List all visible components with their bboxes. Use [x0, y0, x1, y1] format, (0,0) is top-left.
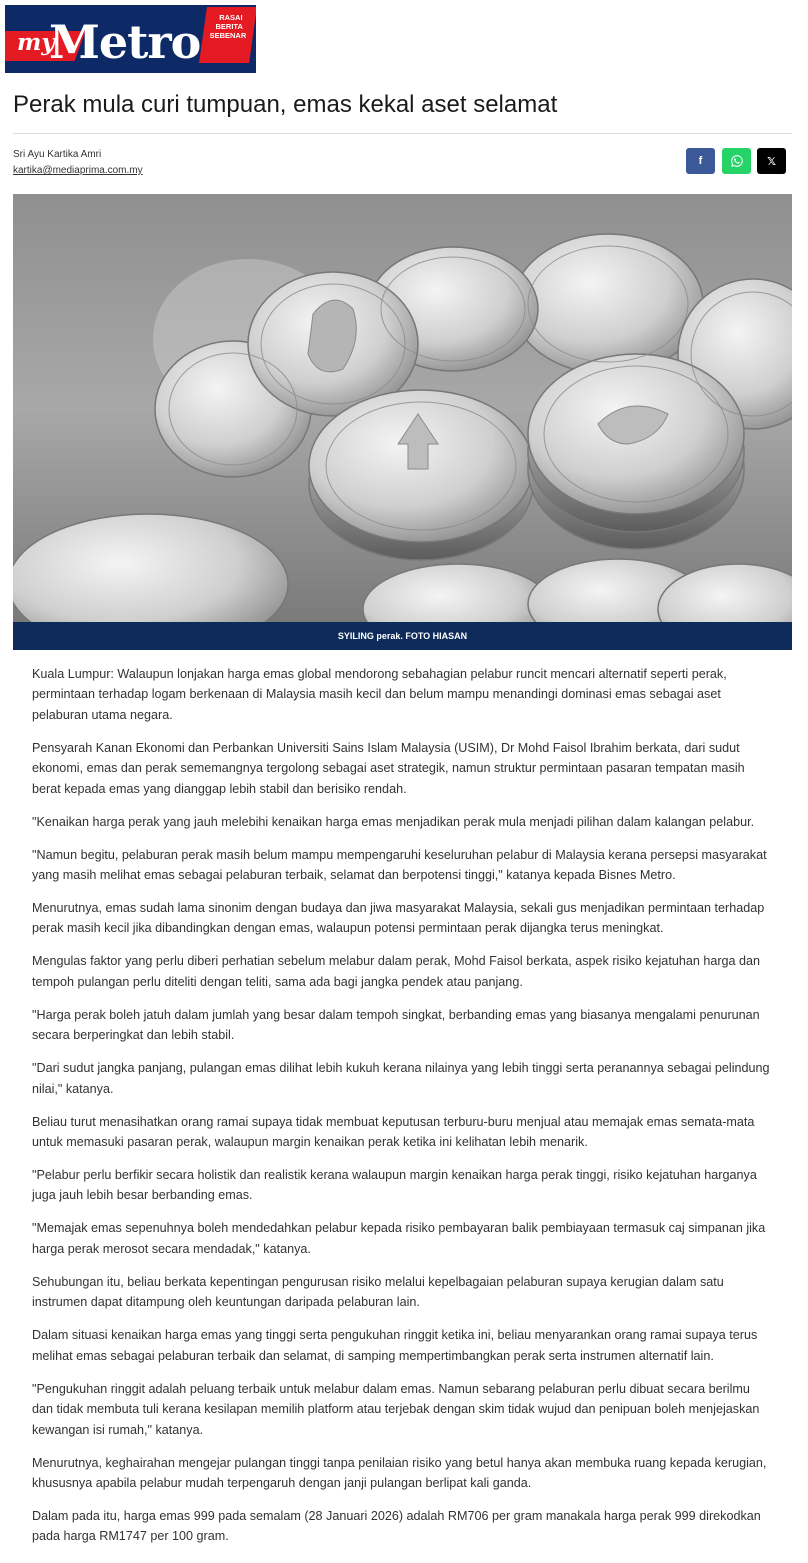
- logo-metro: Metro: [49, 15, 201, 69]
- article-paragraph: Mengulas faktor yang perlu diberi perhatian sebelum melabur dalam perak, Mohd Faisol berkata, aspek risiko kejatuhan harga dan tempoh pulangan perlu diteliti dengan teliti, sama ada bagi jangka pendek atau panjang.: [32, 954, 761, 989]
- author-name: Sri Ayu Kartika Amri: [13, 149, 102, 160]
- article-title: Perak mula curi tumpuan, emas kekal aset selamat: [13, 91, 558, 118]
- article-paragraph: "Kenaikan harga perak yang jauh melebihi kenaikan harga emas menjadikan perak mula menjadi pilihan dalam kalangan pelabur.: [32, 814, 755, 829]
- article-paragraph: Menurutnya, keghairahan mengejar pulangan tinggi tanpa penilaian risiko yang betul hanya akan membuka ruang kepada kerugian, khususnya apabila pelabur mudah terpengaruh dengan janji pulangan berlipat kali ganda.: [32, 1455, 767, 1490]
- whatsapp-icon: [730, 154, 744, 168]
- article-paragraph: "Pelabur perlu berfikir secara holistik dan realistik kerana walaupun margin kenaikan harga perak tinggi, risiko kejatuhan harganya juga jauh lebih besar berbanding emas.: [32, 1168, 757, 1203]
- article-paragraph: "Harga perak boleh jatuh dalam jumlah yang besar dalam tempoh singkat, berbanding emas yang biasanya mengalami penurunan secara berperingkat dan lebih stabil.: [32, 1007, 760, 1043]
- photo-caption: SYILING perak. FOTO HIASAN: [13, 622, 792, 650]
- article-paragraph: Dalam situasi kenaikan harga emas yang tinggi serta pengukuhan ringgit ketika ini, beliau menyarankan orang ramai supaya terus melihat emas sebagai pelaburan terbaik dan selamat, di samping mempertimbangkan perak serta instrumen alternatif lain.: [32, 1328, 758, 1363]
- article-paragraph: "Dari sudut jangka panjang, pulangan emas dilihat lebih kukuh kerana nilainya yang lebih tinggi serta peranannya sebagai pelindung nilai," katanya.: [32, 1061, 770, 1096]
- article-paragraph: Beliau turut menasihatkan orang ramai supaya tidak membuat keputusan terburu-buru menjual atau memajak emas semata-mata untuk memasuki pasaran perak, walaupun margin kenaikan perak ketika ini kelihatan lebih menarik.: [32, 1114, 755, 1150]
- article-photo: [13, 194, 792, 622]
- title-divider: [13, 133, 792, 134]
- article-paragraph: Kuala Lumpur: Walaupun lonjakan harga emas global mendorong sebahagian pelabur runcit mencari alternatif seperti perak, permintaan terhadap logam berkenaan di Malaysia masih kecil dan belum mampu menandingi dominasi emas sebagai aset pelaburan utama negara.: [32, 667, 727, 722]
- facebook-share-button[interactable]: [686, 148, 715, 174]
- x-share-button[interactable]: [757, 148, 786, 174]
- article-paragraph: Sehubungan itu, beliau berkata kepentingan pengurusan risiko melalui kepelbagaian pelaburan supaya kerugian dalam satu instrumen dapat ditampung oleh keuntungan daripada pelaburan lain.: [32, 1274, 724, 1310]
- x-icon: 𝕏: [767, 155, 776, 168]
- logo-tagline: [199, 7, 256, 63]
- logo-tagline-1: RASAI: [219, 13, 243, 22]
- article-paragraph: Dalam pada itu, harga emas 999 pada semalam (28 Januari 2026) adalah RM706 per gram manakala harga perak 999 direkodkan pada harga RM1747 per 100 gram.: [32, 1508, 761, 1544]
- article-paragraph: Pensyarah Kanan Ekonomi dan Perbankan Universiti Sains Islam Malaysia (USIM), Dr Mohd Faisol Ibrahim berkata, dari sudut ekonomi, emas dan perak sememangnya tergolong sebagai aset strategik, namun struktur permintaan pasaran tempatan masih berat kepada emas yang dianggap lebih stabil dan berisiko rendah.: [32, 740, 745, 796]
- silver-coins-image: [13, 194, 792, 622]
- whatsapp-share-button[interactable]: [722, 148, 751, 174]
- article-body: [32, 664, 772, 1559]
- logo-my: my: [17, 29, 55, 56]
- mymetro-logo[interactable]: [5, 5, 256, 73]
- article-paragraph: "Pengukuhan ringgit adalah peluang terbaik untuk melabur dalam emas. Namun sebarang pelaburan perlu dibuat secara berilmu dan tidak membuta tuli kerana kesilapan memilih platform atau terjebak dengan skim tidak wujud dan penipuan boleh menjejaskan kewangan isi rumah," katanya.: [32, 1381, 760, 1437]
- article-paragraph: Menurutnya, emas sudah lama sinonim dengan budaya dan jiwa masyarakat Malaysia, sekali gus menjadikan permintaan terhadap perak masih kecil jika dibandingkan dengan emas, walaupun potensi permintaan perak dijangka terus meningkat.: [32, 901, 765, 936]
- article-paragraph: "Memajak emas sepenuhnya boleh mendedahkan pelabur kepada risiko pembayaran balik pembiayaan termasuk caj simpanan jika harga perak merosot secara mendadak," katanya.: [32, 1221, 766, 1256]
- logo-tagline-3: SEBENAR: [209, 31, 247, 40]
- logo-tagline-2: BERITA: [215, 22, 243, 31]
- facebook-icon: f: [698, 155, 703, 167]
- author-email-link[interactable]: kartika@mediaprima.com.my: [13, 165, 143, 176]
- article-paragraph: "Namun begitu, pelaburan perak masih belum mampu mempengaruhi keseluruhan pelabur di Malaysia kerana persepsi masyarakat yang masih melihat emas sebagai pelaburan terbaik, selamat dan berpotensi tinggi," katanya kepada Bisnes Metro.: [32, 847, 767, 883]
